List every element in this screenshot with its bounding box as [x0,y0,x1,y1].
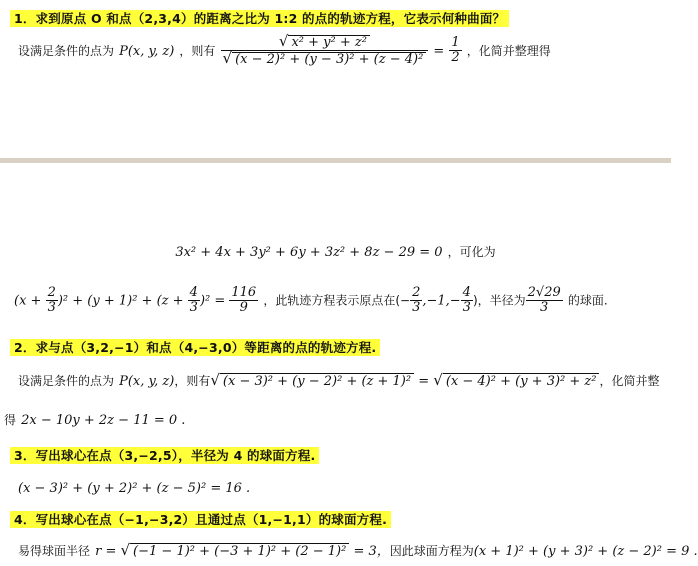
q2-rhs: (x − 4)² + (y + 3)² + z² [443,373,600,389]
q1-center-frac1-num: 2 [412,285,421,300]
q2-lead: 设满足条件的点为 [18,374,115,388]
q1-equation: 3x² + 4x + 3y² + 6y + 3z² + 8z − 29 = 0 [175,245,443,260]
q1-center-frac2 [461,286,473,314]
q1-sf-frac1 [46,286,58,314]
q1-sf-frac3-den: 9 [239,299,248,315]
q2-equals: = [414,374,434,389]
q1-center-end: )，半径为 [472,293,526,308]
q1-sf-part-c: )² = [199,293,230,309]
q1-lead: 设满足条件的点为 [18,43,115,58]
q1-center-lead: ，此轨迹方程表示原点在(− [263,293,411,308]
q2-title: 2．求与点（3,2,−1）和点（4,−3,0）等距离的点的轨迹方程. [10,339,380,356]
q4-conclude: 因此球面方程为 [389,544,474,558]
q1-sf-part-a: (x + [14,293,46,309]
q2-derivation: 设满足条件的点为 P(x, y, z)，则有√ (x − 3)² + (y − 2)² + (z + 1)² = √ (x − 4)² + (y + 3)² + z² ，化简并整 [18,371,660,389]
q1-center-frac1-den: 3 [412,299,421,315]
q1-sf-frac2-num: 4 [189,285,198,300]
q4-answer: (x + 1)² + (y + 3)² + (z − 2)² = 9 . [473,544,698,559]
q1-standard-form [14,286,685,314]
section-divider [0,158,671,163]
q1-sf-frac2 [188,286,200,314]
q1-sf-frac2-den: 3 [189,299,198,315]
q1-center-mid: ,−1,− [422,293,461,309]
q1-radius-tail: 的球面. [567,293,608,308]
q1-sf-frac1-num: 2 [47,285,56,300]
q4-r-value: = 3， [349,544,390,559]
q1-heading [10,8,681,27]
q1-then: ，则有 [179,43,216,58]
q3-answer: (x − 3)² + (y + 2)² + (z − 5)² = 16 . [18,481,251,496]
q1-ratio-denominator: (x − 2)² + (y − 3)² + (z − 4)² [232,52,426,67]
q4-title: 4．写出球心在点（−1,−3,2）且通过点（1,−1,1）的球面方程. [10,511,391,528]
q2-result-pre: 得 [4,413,17,427]
q3-heading [10,445,681,464]
q1-half-fraction [449,36,461,64]
q3-title: 3．写出球心在点（3,−2,5），半径为 4 的球面方程. [10,447,319,464]
q1-radius-fraction [526,286,563,314]
q2-lhs: (x − 3)² + (y − 2)² + (z + 1)² [220,373,414,389]
q4-lead: 易得球面半径 [18,544,91,558]
q1-sf-frac3-num: 116 [231,285,257,300]
q1-point: P(x, y, z) [119,43,175,59]
q1-ratio-numerator: x² + y² + z² [288,35,369,50]
q1-sf-part-b: )² + (y + 1)² + (z + [57,293,188,309]
q1-tail: ，化简并整理得 [466,43,551,58]
q1-derivation [18,34,689,67]
q1-ratio-fraction: $\frac{\text{√ x² + y² + z²}}{\text{√ (x − 2)² + (y − 3)² + (z − 4)²}}$ [221,34,429,67]
q1-center-frac2-num: 4 [462,285,471,300]
q2-tail: ，化简并整 [599,374,660,388]
q2-result: 2x − 10y + 2z − 11 = 0 . [21,413,186,428]
q4-r: r = [95,544,121,559]
q1-title: 1．求到原点 O 和点（2,3,4）的距离之比为 1:2 的点的轨迹方程，它表示何种曲面？ [10,10,509,27]
q1-center-frac1 [410,286,422,314]
q1-equals: = [433,43,445,59]
q1-radius-num: 2√29 [527,285,561,300]
q1-half-den: 2 [451,49,460,65]
q4-heading [10,509,681,528]
q2-point: P(x, y, z) [119,374,175,389]
q4-derivation: 易得球面半径 r = √ (−1 − 1)² + (−3 + 1)² + (2 − 1)² = 3，因此球面方程为(x + 1)² + (y + 3)² + (z − 2)² = 9 . [18,541,698,559]
q1-half-num: 1 [451,35,460,51]
q1-center-frac2-den: 3 [462,299,471,315]
q1-equation-line [0,241,671,260]
q2-result-line [4,409,675,428]
q1-equation-tail: ，可化为 [447,245,496,259]
q4-radicand: (−1 − 1)² + (−3 + 1)² + (2 − 1)² [130,543,349,559]
q2-heading [10,337,681,356]
q1-radius-den: 3 [540,299,549,315]
q3-answer-line [18,477,689,496]
q2-then: ，则有 [174,374,211,388]
q1-sf-frac1-den: 3 [47,299,56,315]
q1-sf-frac3 [229,286,258,314]
